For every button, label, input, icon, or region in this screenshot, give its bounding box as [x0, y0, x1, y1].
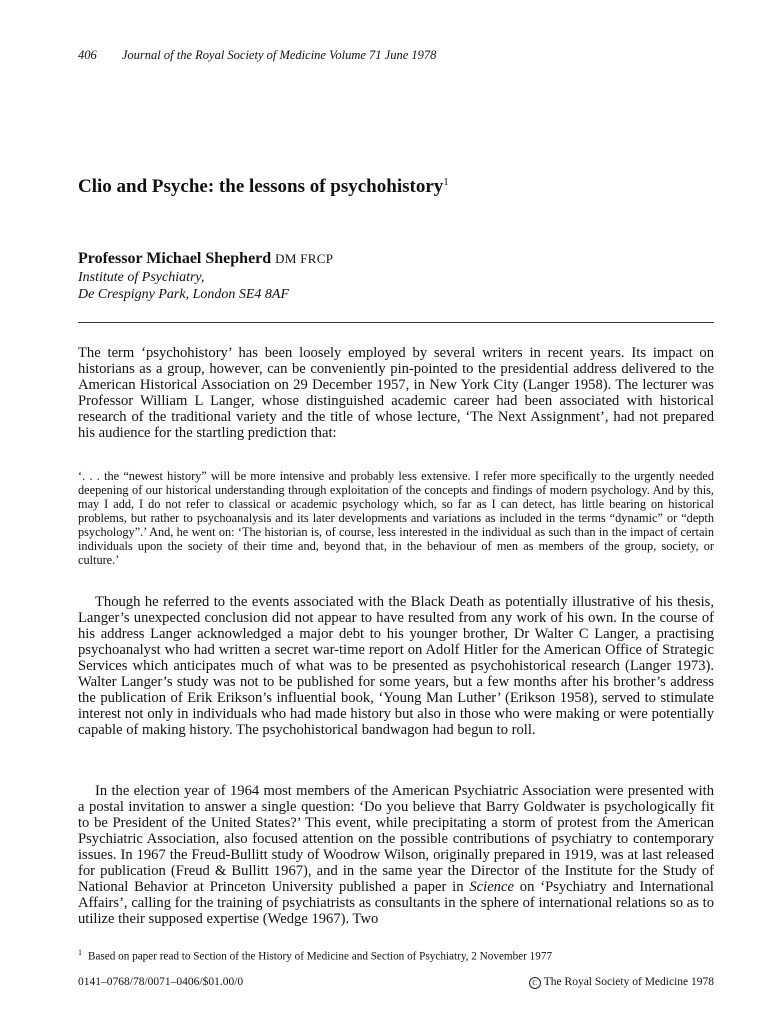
issn-code: 0141–0768/78/0071–0406/$01.00/0 — [78, 976, 244, 988]
paragraph-3-text-start: In the election year of 1964 most members of the American Psychiatric Association were presented with a postal invitation to answer a single question: ‘Do you believe that Barry Goldwater is psychologically fit to be President of the United States?’ This event, while precipitating a storm of protest from the American Psychiatric Association, also focused attention on the possible contributions of psychiatry to contemporary issues. In 1967 the Freud-Bullitt study of Woodrow Wilson, originally prepared in 1919, was at last released for publication (Freud & Bullitt 1967), and in the same year the Director of the Institute for the Study of National Behavior at Princeton University published a paper in — [78, 783, 714, 895]
copyright-icon: C — [529, 977, 541, 989]
affiliation-line-1: Institute of Psychiatry, — [78, 270, 205, 285]
body-paragraph-3 — [78, 783, 714, 927]
journal-citation: Journal of the Royal Society of Medicine Volume 71 June 1978 — [121, 48, 437, 62]
footnote — [78, 948, 714, 963]
copyright-text: The Royal Society of Medicine 1978 — [543, 976, 714, 988]
title-footnote-mark: 1 — [443, 176, 449, 188]
header-divider — [78, 322, 714, 323]
author-qualifications: DM FRCP — [275, 251, 334, 266]
author-name: Professor Michael Shepherd — [78, 250, 272, 267]
block-quote: ‘. . . the “newest history” will be more intensive and probably less extensive. I refer more specifically to the urgently needed deepening of our historical understanding through exploitation of the concepts and findings of modern psychology. And by this, may I add, I do not refer to classical or academic psychology which, so far as I can detect, has little bearing on historical problems, but rather to psychoanalysis and its later developments and variations as included in the terms “dynamic” or “depth psychology”.’ And, he went on: ‘The historian is, of course, less interested in the individual as such than in the impact of certain individuals upon the society of their time and, beyond that, in the behaviour of men as members of the group, society, or culture.’ — [78, 469, 714, 567]
paragraph-3-text-end: on ‘Psychiatry and International Affairs’, calling for the training of psychiatrists as consultants in the sphere of international relations so as to utilize their supposed expertise (Wedge 1967). Two — [78, 879, 714, 927]
author-line — [78, 250, 333, 268]
footnote-mark: 1 — [78, 948, 82, 957]
article-title — [78, 176, 449, 198]
journal-name-science: Science — [469, 879, 514, 895]
article-title-text: Clio and Psyche: the lessons of psychohistory — [78, 176, 444, 197]
running-head — [78, 48, 436, 63]
footnote-text: Based on paper read to Section of the History of Medicine and Section of Psychiatry, 2 November 1977 — [88, 950, 553, 963]
copyright-notice — [529, 976, 714, 989]
affiliation-line-2: De Crespigny Park, London SE4 8AF — [78, 287, 290, 302]
body-paragraph-1: The term ‘psychohistory’ has been loosely employed by several writers in recent years. Its impact on historians as a group, however, can be conveniently pin-pointed to the presidential address delivered to the American Historical Association on 29 December 1957, in New York City (Langer 1958). The lecturer was Professor William L Langer, whose distinguished academic career had been associated with historical research of the traditional variety and the title of whose lecture, ‘The Next Assignment’, had not prepared his audience for the startling prediction that: — [78, 345, 714, 441]
page-number: 406 — [78, 48, 97, 62]
body-paragraph-2: Though he referred to the events associated with the Black Death as potentially illustrative of his thesis, Langer’s unexpected conclusion did not appear to have resulted from any work of his own. In the course of his address Langer acknowledged a major debt to his younger brother, Dr Walter C Langer, a practising psychoanalyst who had written a secret war-time report on Adolf Hitler for the American Office of Strategic Services which anticipates much of what was to be presented as psychohistorical research (Langer 1973). Walter Langer’s study was not to be published for some years, but a few months after his brother’s address the publication of Erik Erikson’s influential book, ‘Young Man Luther’ (Erikson 1958), served to stimulate interest not only in individuals who had made history but also in those who were making or were potentially capable of making history. The psychohistorical bandwagon had begun to roll. — [78, 594, 714, 738]
